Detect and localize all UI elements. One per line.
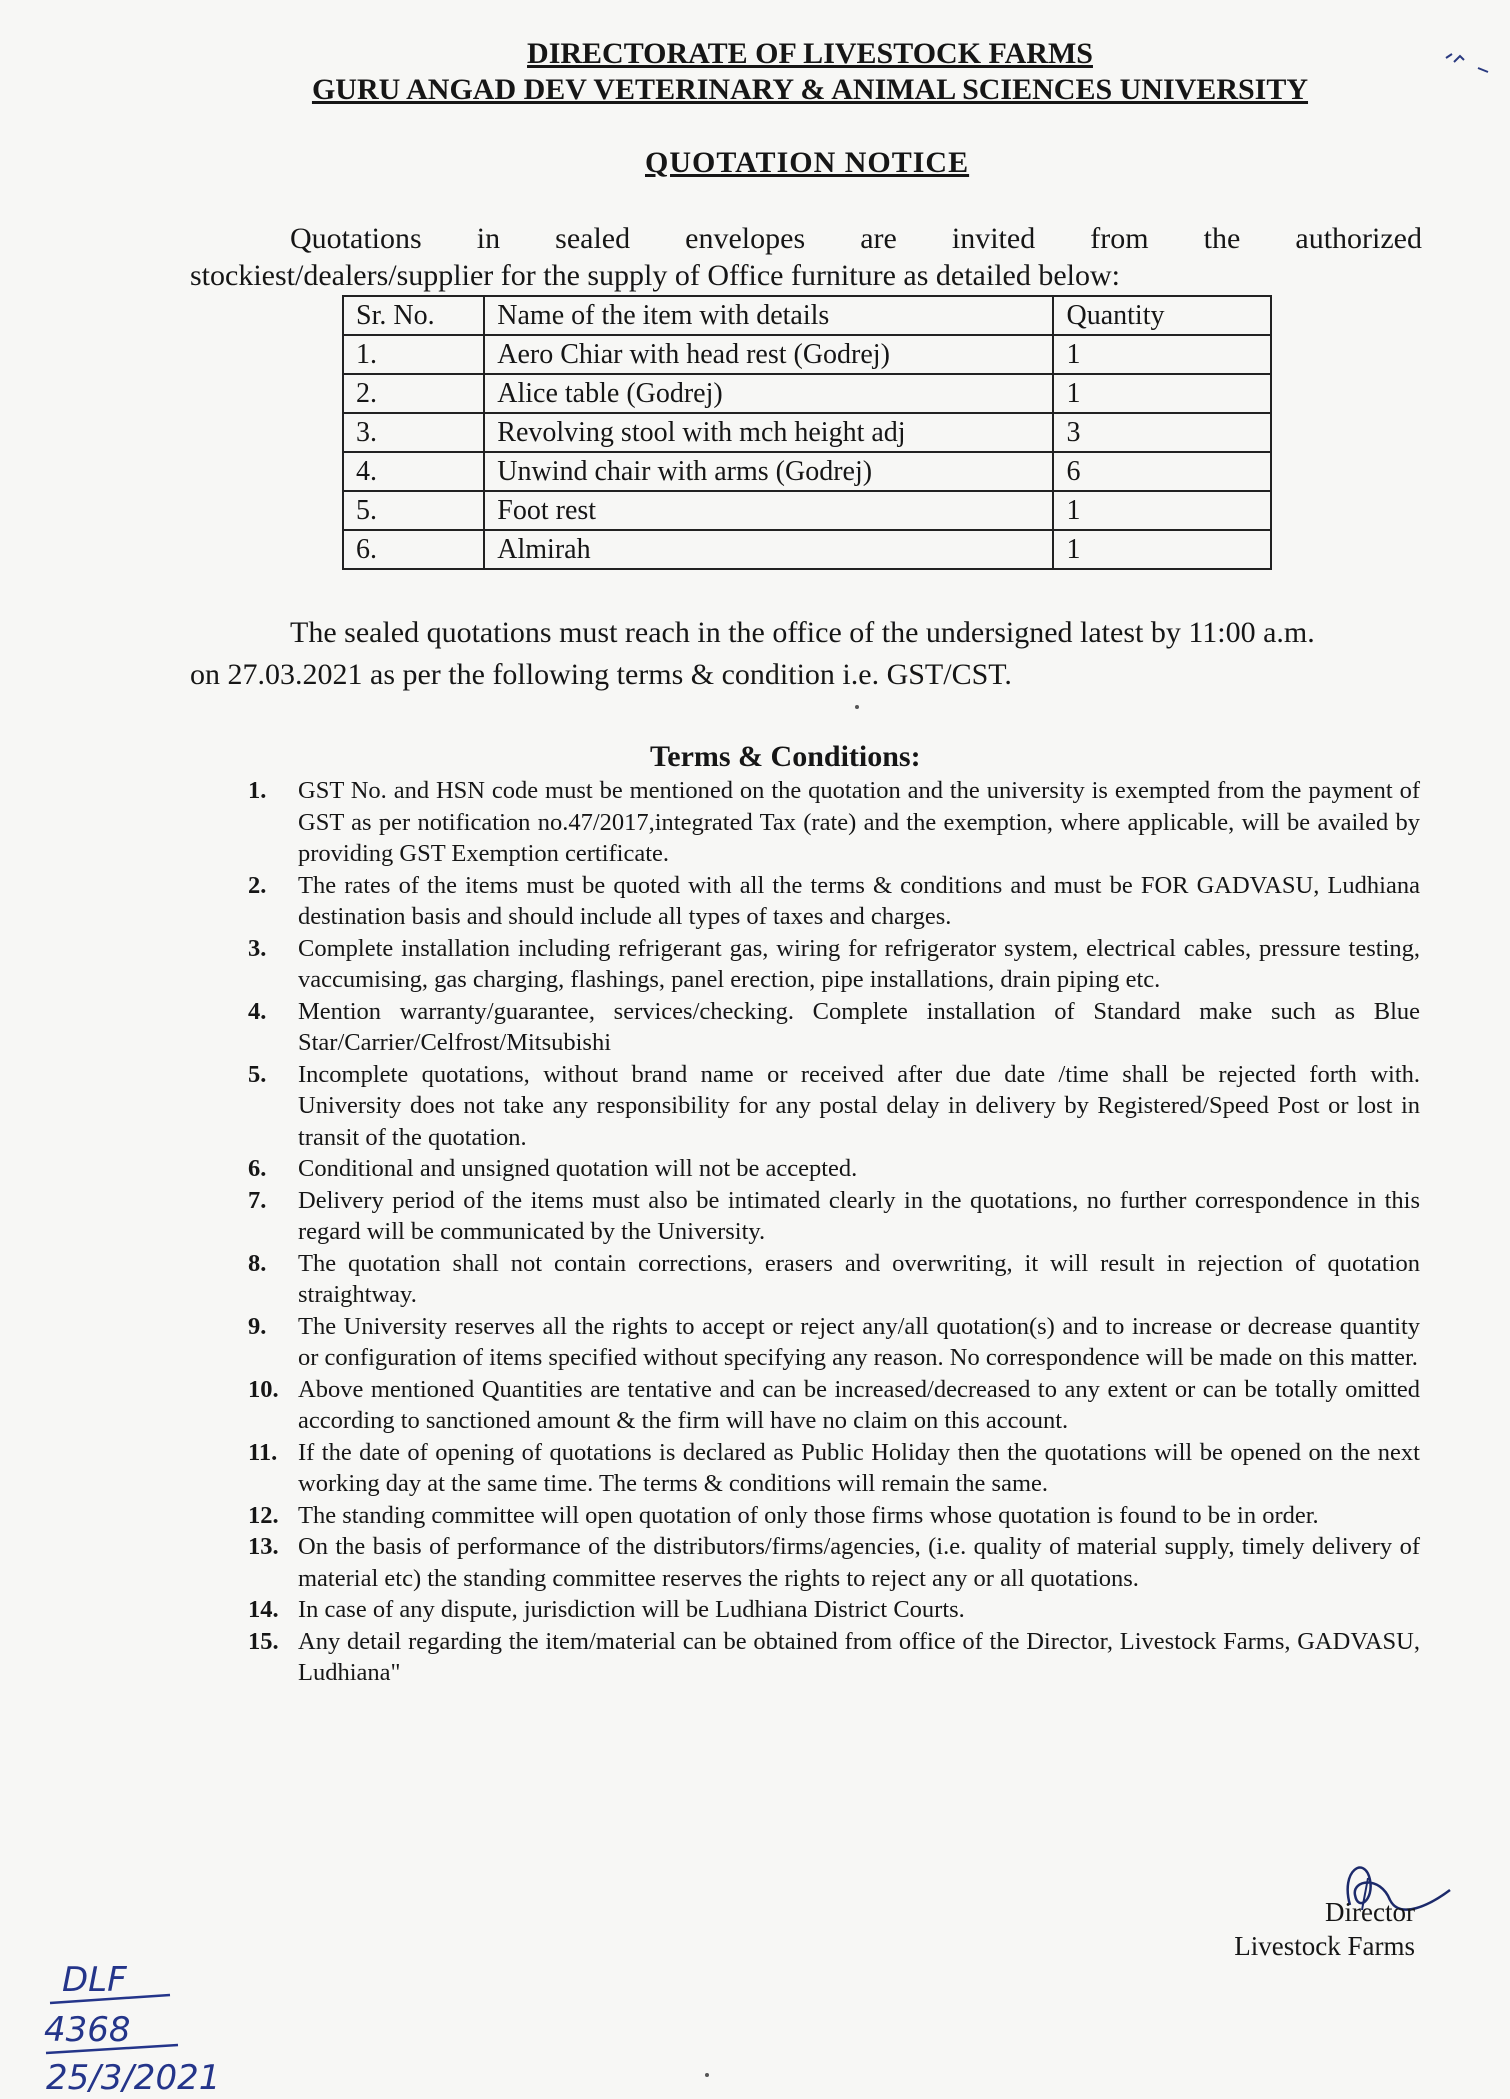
intro-word: sealed	[555, 222, 631, 255]
term-item	[248, 1059, 1420, 1154]
handwritten-date: 25/3/2021	[46, 2058, 221, 2095]
term-number: 3.	[248, 934, 267, 962]
term-item	[248, 1248, 1420, 1311]
intro-word: are	[860, 222, 897, 255]
handwritten-dlf: DLF	[62, 1960, 127, 2000]
term-item	[248, 1185, 1420, 1248]
term-number: 10.	[248, 1375, 279, 1403]
intro-line-1	[190, 220, 1422, 257]
term-item	[248, 933, 1420, 996]
signatory-title: Director	[1325, 1897, 1415, 1927]
signatory-office: Livestock Farms	[1234, 1931, 1415, 1961]
term-text: In case of any dispute, jurisdiction will be Ludhiana District Courts.	[298, 1596, 965, 1623]
items-table	[342, 295, 1272, 570]
column-header-quantity: Quantity	[1053, 296, 1271, 335]
pen-mark	[1438, 40, 1498, 80]
term-item	[248, 1531, 1420, 1594]
term-number: 5.	[248, 1060, 267, 1088]
term-number: 14.	[248, 1596, 279, 1623]
term-number: 2.	[248, 871, 267, 899]
cell-item-name: Unwind chair with arms (Godrej)	[484, 452, 1053, 491]
term-text: Mention warranty/guarantee, services/checking. Complete installation of Standard make such as Blue Star/Carrier/Celfrost/Mitsubishi	[298, 997, 1420, 1056]
table-row	[343, 374, 1271, 413]
university-heading: GURU ANGAD DEV VETERINARY & ANIMAL SCIENCES UNIVERSITY	[311, 73, 1309, 106]
table-row	[343, 413, 1271, 452]
cell-quantity: 1	[1053, 335, 1271, 374]
term-number: 9.	[248, 1312, 267, 1340]
term-number: 15.	[248, 1627, 279, 1655]
intro-paragraph	[190, 220, 1422, 294]
term-item	[248, 1437, 1420, 1500]
intro-word: the	[1203, 222, 1241, 255]
term-text: Complete installation including refrigerant gas, wiring for refrigerator system, electrical cables, pressure testing, vaccumising, gas charging, flashings, panel erection, pipe installations, drain piping etc.	[298, 934, 1420, 993]
cell-sr-no: 1.	[343, 335, 484, 374]
term-text: Delivery period of the items must also be intimated clearly in the quotations, no further correspondence in this regard will be communicated by the University.	[298, 1186, 1420, 1245]
cell-sr-no: 4.	[343, 452, 484, 491]
deadline-line-2: on 27.03.2021 as per the following terms & condition i.e. GST/CST.	[190, 658, 1012, 691]
notice-title: QUOTATION NOTICE	[645, 146, 970, 179]
intro-word: authorized	[1295, 222, 1422, 255]
intro-word: envelopes	[685, 222, 806, 255]
term-item	[248, 1500, 1420, 1532]
cell-item-name: Revolving stool with mch height adj	[484, 413, 1053, 452]
cell-sr-no: 3.	[343, 413, 484, 452]
cell-quantity: 6	[1053, 452, 1271, 491]
cell-item-name: Alice table (Godrej)	[484, 374, 1053, 413]
term-number: 6.	[248, 1155, 267, 1182]
table-row	[343, 530, 1271, 569]
term-number: 12.	[248, 1501, 279, 1529]
cell-quantity: 1	[1053, 374, 1271, 413]
term-item	[248, 870, 1420, 933]
term-text: The rates of the items must be quoted with all the terms & conditions and must be FOR GADVASU, Ludhiana destination basis and should include all types of taxes and charges.	[298, 871, 1420, 930]
term-number: 4.	[248, 997, 267, 1025]
term-text: GST No. and HSN code must be mentioned on the quotation and the university is exempted from the payment of GST as per notification no.47/2017,integrated Tax (rate) and the exemption, where applicable, will be availed by providing GST Exemption certificate.	[298, 777, 1420, 867]
term-number: 1.	[248, 777, 267, 804]
intro-word: from	[1090, 222, 1149, 255]
cell-quantity: 3	[1053, 413, 1271, 452]
cell-item-name: Almirah	[484, 530, 1053, 569]
terms-heading: Terms & Conditions:	[650, 740, 921, 773]
table-header-row	[343, 296, 1271, 335]
term-item	[248, 1311, 1420, 1374]
term-number: 8.	[248, 1249, 267, 1277]
term-item	[248, 1153, 1420, 1185]
column-header-sr-no: Sr. No.	[343, 296, 484, 335]
table-row	[343, 335, 1271, 374]
term-item	[248, 1594, 1420, 1626]
signature-block	[1180, 1895, 1415, 1963]
term-item	[248, 996, 1420, 1059]
deadline-line-1: The sealed quotations must reach in the office of the undersigned latest by 11:00 a.m.	[290, 616, 1315, 649]
intro-word: Quotations	[290, 222, 422, 255]
table-row	[343, 452, 1271, 491]
term-text: If the date of opening of quotations is declared as Public Holiday then the quotations will be opened on the next working day at the same time. The terms & conditions will remain the same.	[298, 1438, 1420, 1497]
cell-sr-no: 5.	[343, 491, 484, 530]
term-number: 11.	[248, 1438, 278, 1466]
speck	[855, 705, 859, 709]
term-text: The University reserves all the rights to accept or reject any/all quotation(s) and to increase or decrease quantity or configuration of items specified without specifying any reason. No correspondence will be made on this matter.	[298, 1312, 1420, 1371]
intro-word: in	[476, 222, 501, 255]
cell-quantity: 1	[1053, 530, 1271, 569]
term-item	[248, 1374, 1420, 1437]
speck	[705, 2073, 709, 2077]
column-header-item-name: Name of the item with details	[484, 296, 1053, 335]
term-text: The quotation shall not contain corrections, erasers and overwriting, it will result in rejection of quotation straightway.	[298, 1249, 1420, 1308]
cell-sr-no: 2.	[343, 374, 484, 413]
cell-quantity: 1	[1053, 491, 1271, 530]
table-row	[343, 491, 1271, 530]
deadline-paragraph	[190, 612, 1422, 696]
term-text: Any detail regarding the item/material can be obtained from office of the Director, Livestock Farms, GADVASU, Ludhiana"	[298, 1627, 1420, 1686]
directorate-heading: DIRECTORATE OF LIVESTOCK FARMS	[527, 37, 1093, 70]
term-text: On the basis of performance of the distributors/firms/agencies, (i.e. quality of material supply, timely delivery of material etc) the standing committee reserves the rights to reject any or all quotations.	[298, 1533, 1420, 1592]
term-text: Above mentioned Quantities are tentative and can be increased/decreased to any extent or can be totally omitted according to sanctioned amount & the firm will have no claim on this account.	[298, 1375, 1420, 1434]
handwritten-number: 4368	[44, 2010, 131, 2050]
term-number: 13.	[248, 1533, 279, 1560]
handwritten-inward-note	[40, 1955, 270, 2095]
term-item	[248, 775, 1420, 870]
term-item	[248, 1626, 1420, 1689]
intro-line-2: stockiest/dealers/supplier for the supply of Office furniture as detailed below:	[190, 259, 1120, 292]
term-number: 7.	[248, 1186, 267, 1214]
term-text: Conditional and unsigned quotation will not be accepted.	[298, 1155, 858, 1182]
term-text: Incomplete quotations, without brand name or received after due date /time shall be rejected forth with. University does not take any responsibility for any postal delay in delivery by Registered/Speed Post or lost in transit of the quotation.	[298, 1060, 1420, 1151]
cell-item-name: Foot rest	[484, 491, 1053, 530]
intro-word: invited	[951, 222, 1036, 255]
terms-list	[248, 775, 1420, 1689]
term-text: The standing committee will open quotation of only those firms whose quotation is found to be in order.	[298, 1501, 1319, 1529]
cell-item-name: Aero Chiar with head rest (Godrej)	[484, 335, 1053, 374]
cell-sr-no: 6.	[343, 530, 484, 569]
